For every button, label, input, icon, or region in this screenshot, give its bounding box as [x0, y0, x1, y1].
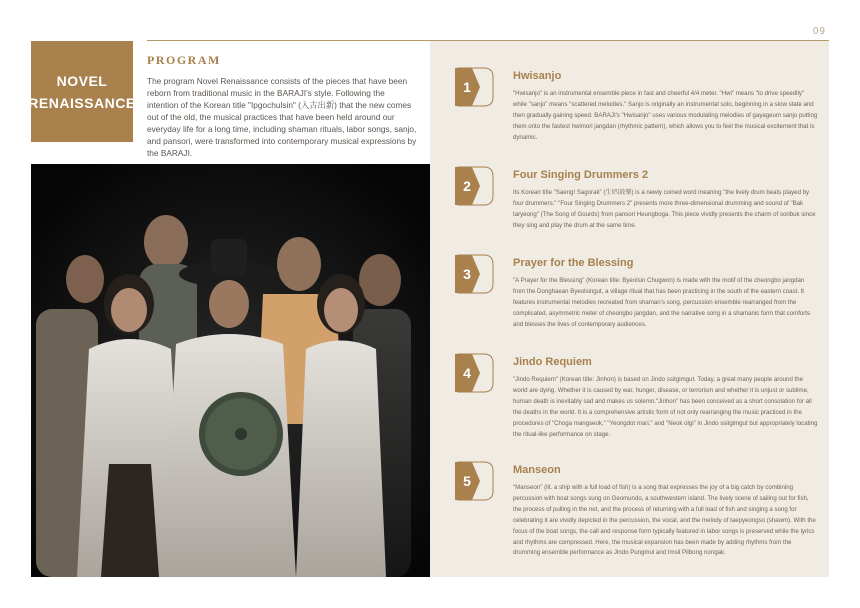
- program-item: [454, 166, 824, 236]
- item-number: 4: [463, 365, 471, 381]
- item-title: Jindo Requiem: [513, 356, 592, 368]
- item-description: "Hwisanjo" is an instrumental ensemble piece in fast and cheerful 4/4 meter. "Hwi" means "to drive speedily" while "sanjo" means "scattered melodies." Sanjo is originally an instrumental solo, beginning in a slow state and then gradually gaining speed. BARAJI's "Hwisanjo" uses various modulating melodies of gayageum sanjo putting them onto the fastest hwimori jangdan (rhythmic pattern), which allows you to feel the musical excitement that is dynamic.: [513, 90, 818, 141]
- ensemble-photo: [31, 164, 430, 577]
- item-number: 2: [463, 178, 471, 194]
- item-number: 5: [463, 473, 471, 489]
- item-title: Four Singing Drummers 2: [513, 169, 649, 181]
- title-box: [28, 41, 136, 142]
- item-description: "Manseon" (lit. a ship with a full load of fish) is a song that expresses the joy of a big catch by combining percussion with boat songs sung on Geomundo, a southwestern island. The lively scene of sailing out for fish, the process of pulling in the net, and the process of returning with a full load of fish and singing a song for celebrating it are vividly depicted in the percussion, the vocal, and the melody of taepyeongso (shawm). With the focus of the boat songs, the call and response form typically featured in labor songs is preserved while the lyrics and rhythms are compressed. Here, the musical expansion has been made by adding rhythms from the drumming ensemble performance as Jindo Pungmul and Imsil Pilbong nongak.: [513, 484, 816, 557]
- program-item: [454, 353, 824, 443]
- item-title: Hwisanjo: [513, 70, 562, 82]
- program-body: The program Novel Renaissance consists of the pieces that have been reborn from traditional music in the BARAJI's style. Following the intention of the Korean title "Ipgochulsin" (入古出新) that the new comes out of the old, the musical practices that have been held around our everyday life for a long time, including shaman rituals, labor songs, sanjo, and pansori, were transformed into contemporary musical expressions by the BARAJI.: [147, 76, 417, 158]
- item-title: Manseon: [513, 464, 561, 476]
- title-line-2: RENAISSANCE: [28, 94, 136, 111]
- item-number: 1: [463, 79, 471, 95]
- title-line-1: NOVEL: [56, 72, 108, 89]
- page-number: 09: [812, 26, 826, 37]
- program-heading: PROGRAM: [147, 53, 221, 67]
- item-description: "A Prayer for the Blessing" (Korean title: Byeolsin Chugwon) is made with the motif of the cheongbo jangdan from the Donghaean Byeolsingut, a village ritual that has been practicing in the south of the eastern coast. It features instrumental melodies recreated from shaman's song, percussion ensemble rearranged from the complicated, asymmetric meter of cheongbo jangdan, and the narrative song in a shamanic form that comforts and blesses the lives of contemporary audiences.: [513, 277, 811, 328]
- program-item: [454, 461, 824, 561]
- item-description: Its Korean title "Saeng! Sagorak" (生!四鼓樂) is a newly coined word meaning "the lively drum beats played by four drummers." "Four Singing Drummers 2" presents more three-dimensional drumming and sound of "Bak taryeong" (The Song of Gourds) from pansori Heungboga. This piece vividly presents the charm of soribuk since they sing and play the drum at the same time.: [513, 189, 816, 229]
- program-item: [454, 254, 824, 334]
- item-number: 3: [463, 266, 471, 282]
- item-description: "Jindo Requiem" (Korean title: Jinhon) is based on Jindo ssitgimgut. Today, a great many people around the world are dying. Whether it is caused by war, hunger, disease, or terrorism and whether it is unjust or sublime, human death is inevitably sad and makes us solemn."Jinhon" has been conceived as a short consolation for all the deaths in the world. It is a comprehensive artistic form of not only rearranging the music practiced in the procedures of "Choga mangseok," "Yeongdot mari," and "Neok olgi" in Jindo ssitgimgut but appropriately locating the ritual-like performance on stage.: [513, 376, 818, 438]
- ensemble-photo-illustration: [31, 164, 430, 577]
- item-title: Prayer for the Blessing: [513, 257, 634, 269]
- program-item: [454, 67, 824, 147]
